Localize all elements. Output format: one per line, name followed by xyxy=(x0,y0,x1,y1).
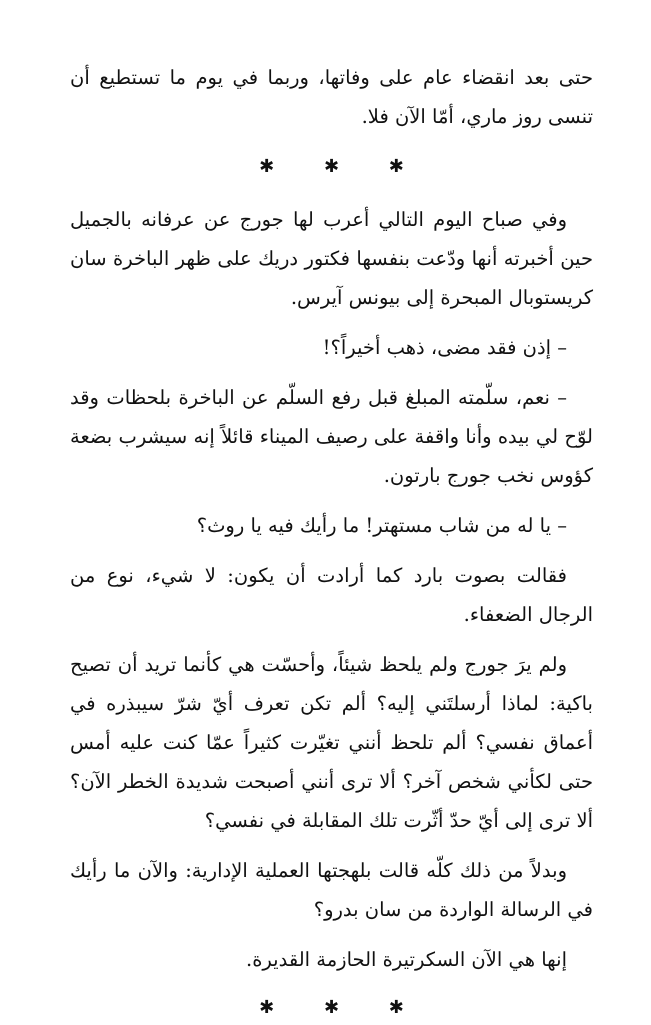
book-page xyxy=(70,58,593,1025)
paragraph-8: وبدلاً من ذلك كلّه قالت بلهجتها العملية الإدارية: والآن ما رأيك في الرسالة الواردة من سان بدرو؟ xyxy=(70,859,593,921)
dialogue-line-3: – يا له من شاب مستهتر! ما رأيك فيه يا روث؟ xyxy=(196,514,567,537)
paragraph-6: فقالت بصوت بارد كما أرادت أن يكون: لا شيء، نوع من الرجال الضعفاء. xyxy=(70,564,593,626)
section-separator-bottom: ✱ ✱ ✱ xyxy=(259,997,426,1018)
paragraph-1: حتى بعد انقضاء عام على وفاتها، وربما في يوم ما تستطيع أن تنسى روز ماري، أمّا الآن فلا. xyxy=(70,66,593,128)
paragraph-9: إنها هي الآن السكرتيرة الحازمة القديرة. xyxy=(246,948,567,971)
dialogue-line-2: – نعم، سلّمته المبلغ قبل رفع السلّم عن الباخرة بلحظات وقد لوّح لي بيده وأنا واقفة على رصيف الميناء قائلاً إنه سيشرب بضعة كؤوس نخب جورج بارتون. xyxy=(70,386,593,487)
dialogue-line-1: – إذن فقد مضى، ذهب أخيراً؟! xyxy=(322,336,567,359)
paragraph-7: ولم يرَ جورج ولم يلحظ شيئاً، وأحسّت هي كأنما تريد أن تصيح باكية: لماذا أرسلتَني إليه؟ ألم تكن تعرف أيّ شرّ سيبذره في أعماق نفسي؟ ألم تلحظ أنني تغيّرت كثيراً عمّا كنت عليه أمس حتى لكأني شخص آخر؟ ألا ترى أنني أصبحت شديدة الخطر الآن؟ ألا ترى إلى أيّ حدّ أثّرت تلك المقابلة في نفسي؟ xyxy=(70,653,593,832)
section-separator: ✱ ✱ ✱ xyxy=(259,156,426,177)
paragraph-2: وفي صباح اليوم التالي أعرب لها جورج عن عرفانه بالجميل حين أخبرته أنها ودّعت بنفسها فكتور دريك على ظهر الباخرة سان كريستوبال المبحرة إلى بيونس آيرس. xyxy=(70,208,593,309)
